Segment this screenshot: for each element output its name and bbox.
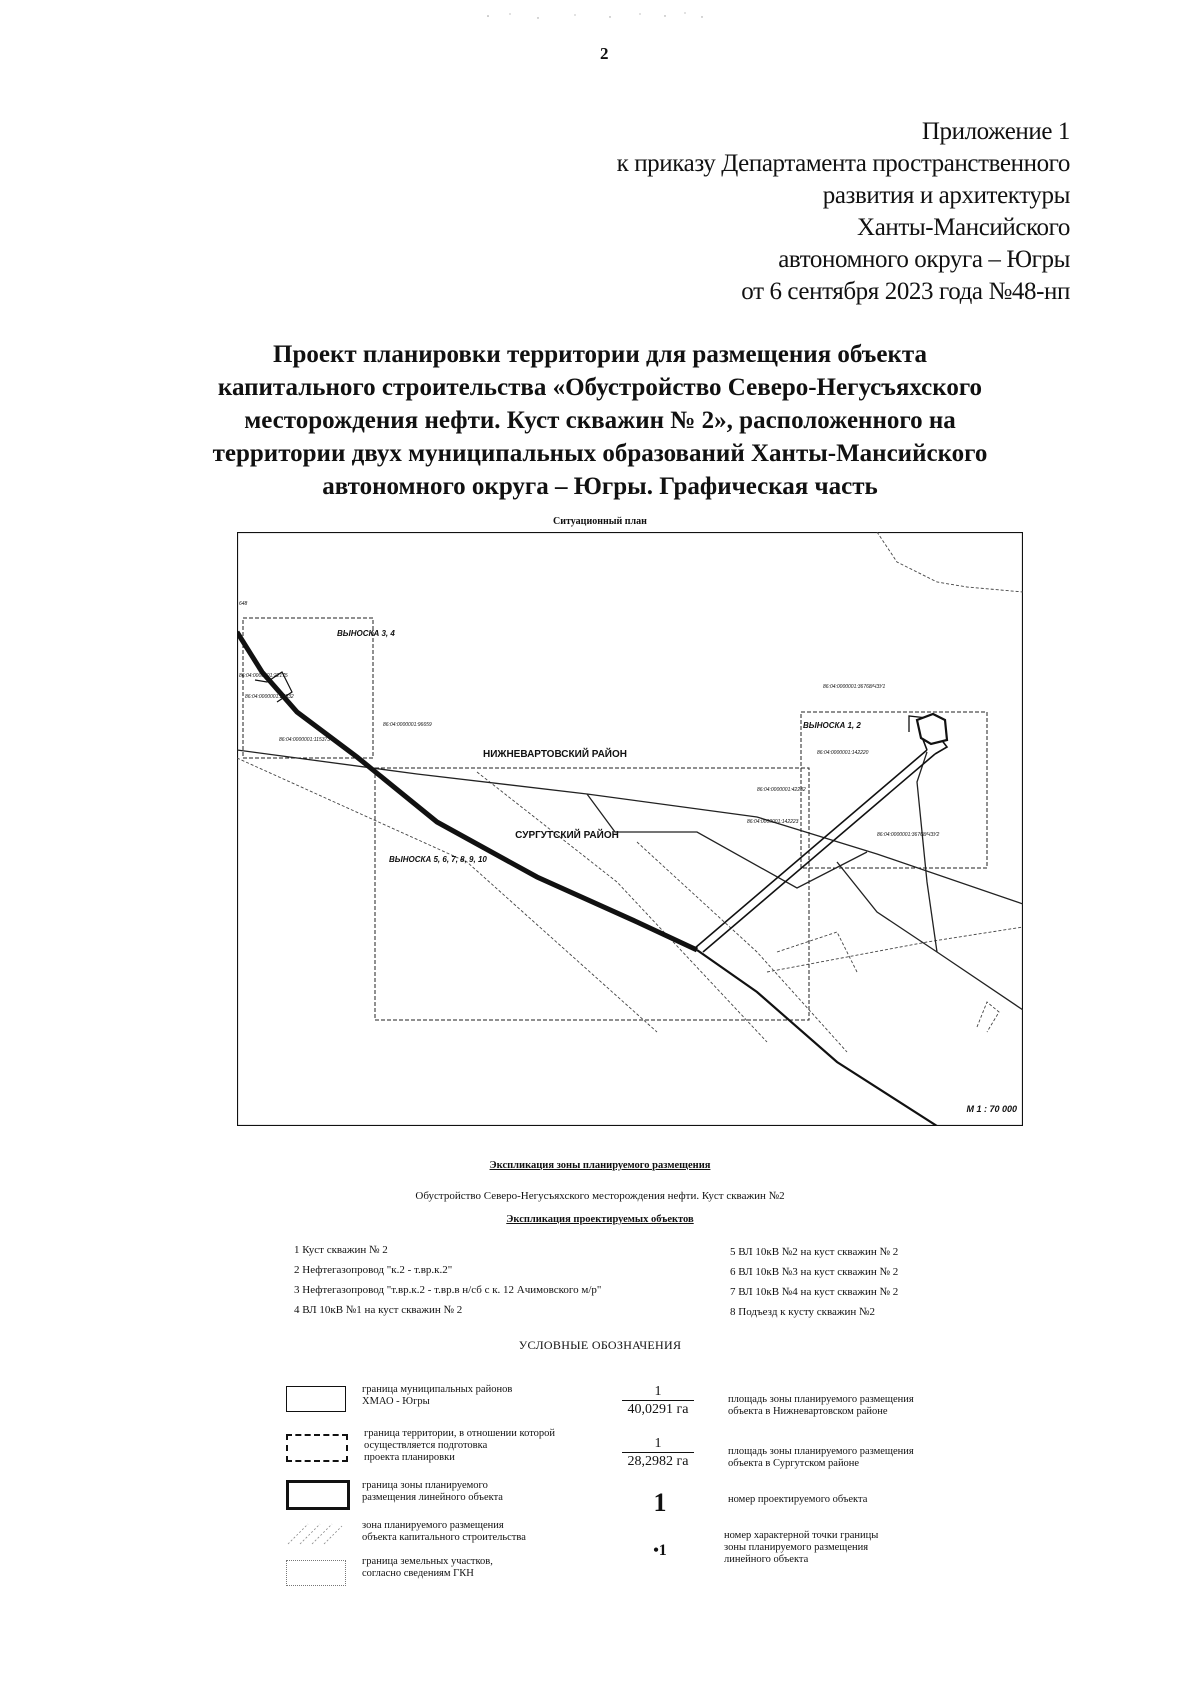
- title-line: капитального строительства «Обустройство Северо-Негусъяхского: [217, 374, 983, 401]
- parcel-label: 86:04:0000001:115373: [279, 737, 331, 743]
- appendix-line: автономного округа – Югры: [778, 246, 1070, 273]
- legend-text: граница территории, в отношении которой осуществляется подготовка проекта планировки: [364, 1428, 556, 1463]
- legend-point-number-symbol: •1: [653, 1542, 667, 1559]
- title-line: месторождения нефти. Куст скважин № 2», расположенного на: [244, 407, 956, 434]
- legend-text: граница муниципальных районов ХМАО - Югры: [362, 1384, 513, 1407]
- legend-text: номер характерной точки границы зоны планируемого размещения линейного объекта: [724, 1530, 879, 1565]
- objects-list-right: [730, 1242, 898, 1322]
- objects-list-left: [294, 1240, 601, 1320]
- fraction-numerator: 1: [622, 1384, 694, 1401]
- callout-label: ВЫНОСКА 3, 4: [337, 629, 395, 638]
- list-item: 4 ВЛ 10кВ №1 на куст скважин № 2: [294, 1304, 463, 1316]
- parcel-label: 86:04:0000001:142223: [747, 819, 799, 825]
- list-item: 2 Нефтегазопровод "к.2 - т.вр.к.2": [294, 1264, 453, 1276]
- legend-symbol-territory-boundary: [286, 1434, 348, 1462]
- parcel-label: 86:04:0000001:96659: [383, 722, 432, 728]
- callout-label: ВЫНОСКА 1, 2: [803, 721, 861, 730]
- appendix-line: к приказу Департамента пространственного: [616, 150, 1070, 177]
- legend-text: граница земельных участков, согласно сведениям ГКН: [362, 1556, 493, 1579]
- appendix-block: [470, 116, 1070, 308]
- legend-text: площадь зоны планируемого размещения объекта в Нижневартовском районе: [728, 1394, 914, 1417]
- situation-plan-map: [237, 532, 1023, 1126]
- list-item: 8 Подъезд к кусту скважин №2: [730, 1306, 876, 1318]
- list-item: 3 Нефтегазопровод "т.вр.к.2 - т.вр.в н/сб с к. 12 Ачимовского м/р": [294, 1284, 602, 1296]
- legend-symbol-linear-zone: [286, 1480, 350, 1510]
- parcel-label: 86:04:0000001:36768/ЧЗУ2: [877, 832, 940, 838]
- parcel-label: 86:04:0000001:142220: [817, 750, 869, 756]
- fraction-numerator: 1: [622, 1436, 694, 1453]
- well-pad: [917, 714, 947, 744]
- document-title: [150, 338, 1050, 503]
- page-number: 2: [600, 44, 609, 63]
- map-scale: М 1 : 70 000: [966, 1104, 1017, 1114]
- map-frame: [238, 533, 1023, 1126]
- parcel-label: 86:04:0000001:42232: [757, 787, 806, 793]
- appendix-line: Приложение 1: [921, 118, 1070, 145]
- fraction-denominator: 28,2982 га: [627, 1454, 689, 1469]
- callout-label: ВЫНОСКА 5, 6, 7, 8, 9, 10: [389, 855, 487, 864]
- list-item: 5 ВЛ 10кВ №2 на куст скважин № 2: [730, 1246, 899, 1258]
- list-item: 7 ВЛ 10кВ №4 на куст скважин № 2: [730, 1286, 899, 1298]
- legend-symbol-district-boundary: [286, 1386, 346, 1412]
- legend-area-fraction-nv: [622, 1384, 694, 1418]
- title-line: автономного округа – Югры. Графическая часть: [322, 473, 878, 500]
- legend-text: зона планируемого размещения объекта капитального строительства: [362, 1520, 526, 1543]
- parcel-label: 648: [239, 601, 248, 607]
- parcel-label: 86:04:0000001:36768/ЧЗУ1: [823, 684, 886, 690]
- legend-area-fraction-surgut: [622, 1436, 694, 1470]
- appendix-line: развития и архитектуры: [822, 182, 1070, 209]
- zone-explication-heading: Экспликация зоны планируемого размещения: [489, 1160, 711, 1171]
- appendix-line: Ханты-Мансийского: [857, 214, 1070, 241]
- title-line: Проект планировки территории для размещения объекта: [273, 341, 927, 368]
- fraction-denominator: 40,0291 га: [627, 1402, 689, 1417]
- list-item: 1 Куст скважин № 2: [294, 1244, 388, 1256]
- map-caption: Ситуационный план: [553, 516, 647, 527]
- legend-text: номер проектируемого объекта: [728, 1494, 868, 1505]
- district-label-nv: НИЖНЕВАРТОВСКИЙ РАЙОН: [483, 749, 627, 760]
- legend-text: площадь зоны планируемого размещения объекта в Сургутском районе: [728, 1446, 914, 1469]
- objects-explication-heading: Экспликация проектируемых объектов: [506, 1214, 694, 1225]
- object-name: Обустройство Северо-Негусъяхского месторождения нефти. Куст скважин №2: [415, 1190, 785, 1202]
- legend-text: граница зоны планируемого размещения линейного объекта: [362, 1480, 503, 1503]
- parcel-label: 86:04:0000001:27832: [245, 694, 294, 700]
- district-label-surgut: СУРГУТСКИЙ РАЙОН: [515, 830, 619, 841]
- legend-symbol-land-parcels: [286, 1560, 346, 1586]
- list-item: 6 ВЛ 10кВ №3 на куст скважин № 2: [730, 1266, 899, 1278]
- scan-noise: [480, 8, 720, 28]
- title-line: территории двух муниципальных образований Ханты-Мансийского: [212, 440, 988, 467]
- legend-object-number-symbol: 1: [653, 1488, 667, 1517]
- legend-title: УСЛОВНЫЕ ОБОЗНАЧЕНИЯ: [518, 1338, 682, 1352]
- legend-symbol-construction-zone: [286, 1522, 344, 1546]
- parcel-label: 86:04:0000001:22175: [239, 673, 288, 679]
- appendix-line: от 6 сентября 2023 года №48-нп: [741, 278, 1070, 305]
